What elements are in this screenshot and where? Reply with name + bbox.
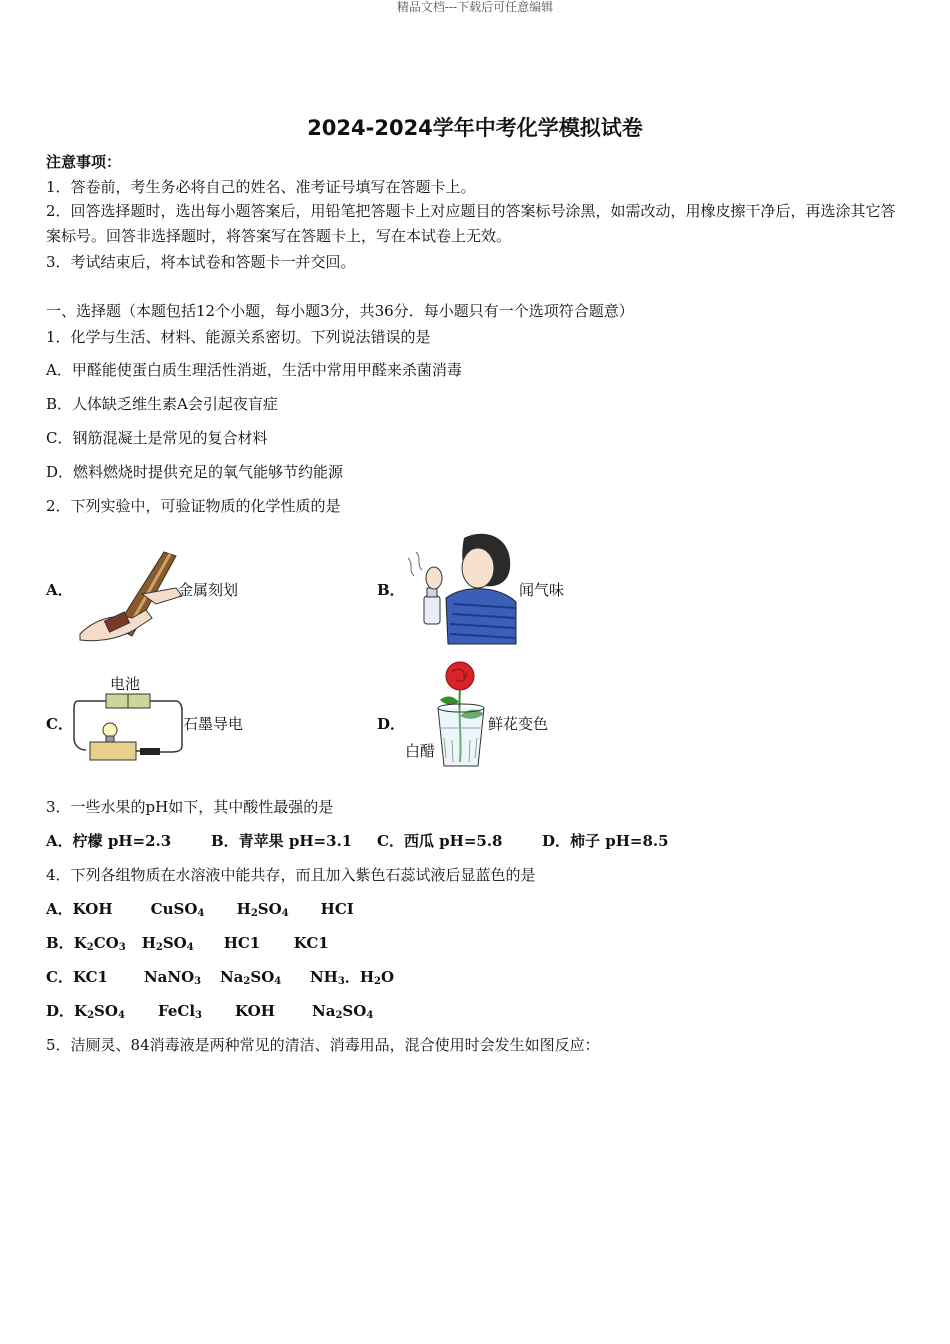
q2-option-c-caption: 石墨导电 bbox=[183, 715, 244, 733]
q4-stem: 4．下列各组物质在水溶液中能共存，而且加入紫色石蕊试液后显蓝色的是 bbox=[46, 866, 536, 884]
q2-option-a-label: A． bbox=[46, 581, 73, 599]
q1-stem: 1．化学与生活、材料、能源关系密切。下列说法错误的是 bbox=[46, 328, 431, 346]
q2-option-b-caption: 闻气味 bbox=[519, 581, 565, 599]
q5-stem: 5．洁厕灵、84消毒液是两种常见的清洁、消毒用品，混合使用时会发生如图反应： bbox=[46, 1036, 600, 1054]
q4-option-d-label: D． bbox=[46, 1002, 75, 1020]
q3-option-d: D．柿子 pH=8.5 bbox=[542, 832, 669, 850]
q2-option-c-label: C． bbox=[46, 715, 73, 733]
q1-option-c: C．钢筋混凝土是常见的复合材料 bbox=[46, 429, 268, 447]
q2-stem: 2．下列实验中，可验证物质的化学性质的是 bbox=[46, 497, 341, 515]
q4-option-c-label: C． bbox=[46, 968, 73, 986]
q2-option-b-label: B． bbox=[377, 581, 405, 599]
metal-scratch-illustration bbox=[76, 548, 186, 644]
graphite-circuit-illustration bbox=[72, 690, 184, 766]
q4-option-c: C．KC1 NaNO$_3$ $Na_2SO_4$ $NH_3$．$H_2O$ bbox=[46, 968, 395, 987]
notice-item-2: 2．回答选择题时，选出每小题答案后，用铅笔把答题卡上对应题目的答案标号涂黑，如需改动，用橡皮擦干净后，再选涂其它答案标号。回答非选择题时，将答案写在答题卡上，写在本试卷上无效。 bbox=[46, 202, 896, 245]
battery-label: 电池 bbox=[110, 675, 141, 693]
q2-option-a-caption: 金属刻划 bbox=[178, 581, 239, 599]
q3-option-c: C．西瓜 pH=5.8 bbox=[377, 832, 503, 850]
notice-item-3: 3．考试结束后，将本试卷和答题卡一并交回。 bbox=[46, 253, 356, 271]
smell-illustration bbox=[404, 528, 520, 646]
q2-option-d-label: D． bbox=[377, 715, 406, 733]
page-title: 2024-2024学年中考化学模拟试卷 bbox=[307, 116, 643, 140]
notice-heading: 注意事项： bbox=[46, 153, 122, 171]
notice-item-1: 1．答卷前，考生务必将自己的姓名、准考证号填写在答题卡上。 bbox=[46, 178, 476, 196]
q1-option-b: B．人体缺乏维生素A会引起夜盲症 bbox=[46, 395, 278, 413]
vinegar-label: 白醋 bbox=[405, 742, 436, 760]
q4-option-b: B．$K_2CO_3$ $H_2SO_4$ HC1 KC1 bbox=[46, 934, 329, 953]
q2-option-d-caption: 鲜花变色 bbox=[488, 715, 549, 733]
q1-option-a: A．甲醛能使蛋白质生理活性消逝，生活中常用甲醛来杀菌消毒 bbox=[46, 361, 462, 379]
q4-option-a: A．KOH CuSO$_4$ $H_2SO_4$ HCI bbox=[46, 900, 354, 919]
q4-option-a-label: A． bbox=[46, 900, 73, 918]
q3-option-a: A．柠檬 pH=2.3 bbox=[46, 832, 172, 850]
q3-option-b: B．青苹果 pH=3.1 bbox=[211, 832, 353, 850]
q1-option-d: D．燃料燃烧时提供充足的氧气能够节约能源 bbox=[46, 463, 344, 481]
q4-option-b-label: B． bbox=[46, 934, 74, 952]
flower-vinegar-illustration bbox=[432, 658, 492, 770]
q3-stem: 3．一些水果的pH如下，其中酸性最强的是 bbox=[46, 798, 334, 816]
page-header: 精品文档---下载后可任意编辑 bbox=[396, 0, 554, 14]
q4-option-d: D．$K_2SO_4$ FeCl$_3$ KOH $Na_2SO_4$ bbox=[46, 1002, 374, 1021]
section-heading: 一、选择题（本题包括12个小题，每小题3分，共36分．每小题只有一个选项符合题意） bbox=[46, 302, 634, 320]
q3-options-row bbox=[46, 831, 669, 851]
